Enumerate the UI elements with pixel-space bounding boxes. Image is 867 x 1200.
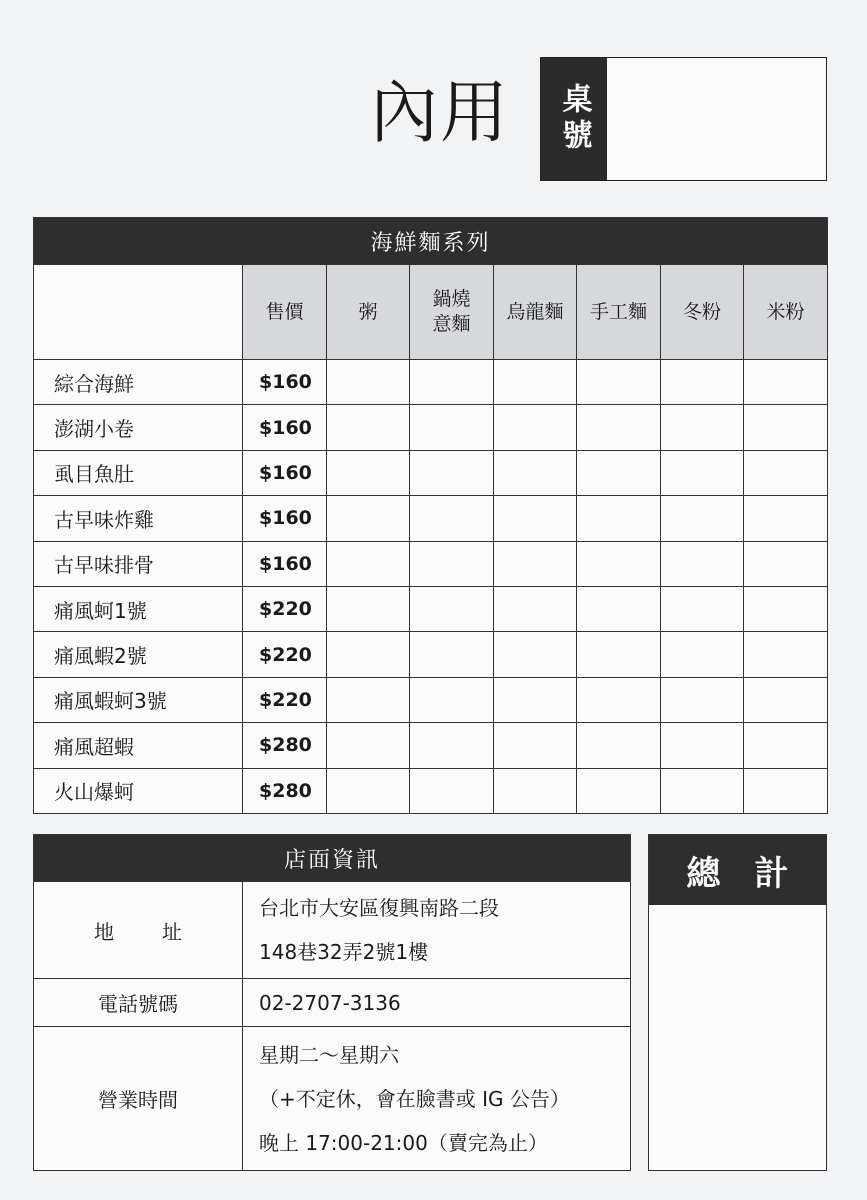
column-header: 鍋燒 意麵 <box>410 265 494 360</box>
order-qty-cell[interactable] <box>410 723 494 768</box>
table-number-label: 桌號 <box>541 58 607 180</box>
item-price: $280 <box>243 768 327 813</box>
column-header: 售價 <box>243 265 327 360</box>
store-info-table <box>33 834 631 1171</box>
order-qty-cell[interactable] <box>577 405 661 450</box>
phone-label: 電話號碼 <box>34 979 243 1027</box>
order-qty-cell[interactable] <box>661 541 744 586</box>
order-qty-cell[interactable] <box>577 768 661 813</box>
order-qty-cell[interactable] <box>327 586 410 631</box>
hours-line-3: 晚上 17:00-21:00（賣完為止） <box>259 1130 548 1155</box>
order-qty-cell[interactable] <box>577 723 661 768</box>
address-line-1: 台北市大安區復興南路二段 <box>259 896 499 920</box>
dine-in-title: 內用 <box>370 74 511 153</box>
order-qty-cell[interactable] <box>744 541 828 586</box>
order-qty-cell[interactable] <box>327 450 410 495</box>
column-header: 手工麵 <box>577 265 661 360</box>
address-label: 地址 <box>34 882 243 979</box>
order-qty-cell[interactable] <box>494 450 577 495</box>
order-qty-cell[interactable] <box>661 677 744 722</box>
item-price: $220 <box>243 632 327 677</box>
column-header: 粥 <box>327 265 410 360</box>
item-name: 痛風蚵1號 <box>34 586 243 631</box>
order-qty-cell[interactable] <box>494 632 577 677</box>
order-qty-cell[interactable] <box>577 632 661 677</box>
order-qty-cell[interactable] <box>327 723 410 768</box>
menu-row <box>34 450 828 495</box>
column-header: 米粉 <box>744 265 828 360</box>
order-qty-cell[interactable] <box>744 360 828 405</box>
order-qty-cell[interactable] <box>494 768 577 813</box>
menu-row <box>34 768 828 813</box>
order-qty-cell[interactable] <box>494 677 577 722</box>
order-qty-cell[interactable] <box>661 405 744 450</box>
order-qty-cell[interactable] <box>744 450 828 495</box>
order-qty-cell[interactable] <box>577 677 661 722</box>
order-qty-cell[interactable] <box>744 632 828 677</box>
menu-row <box>34 405 828 450</box>
menu-row <box>34 632 828 677</box>
order-qty-cell[interactable] <box>327 541 410 586</box>
item-price: $220 <box>243 677 327 722</box>
item-name: 澎湖小卷 <box>34 405 243 450</box>
menu-row <box>34 586 828 631</box>
order-qty-cell[interactable] <box>661 360 744 405</box>
order-qty-cell[interactable] <box>494 541 577 586</box>
order-qty-cell[interactable] <box>577 541 661 586</box>
item-price: $160 <box>243 541 327 586</box>
order-qty-cell[interactable] <box>494 360 577 405</box>
item-name: 古早味炸雞 <box>34 496 243 541</box>
order-qty-cell[interactable] <box>661 496 744 541</box>
order-qty-cell[interactable] <box>410 541 494 586</box>
address-value <box>243 882 631 979</box>
menu-section-title: 海鮮麵系列 <box>34 218 828 265</box>
order-qty-cell[interactable] <box>327 677 410 722</box>
hours-value <box>243 1027 631 1171</box>
order-qty-cell[interactable] <box>410 632 494 677</box>
order-qty-cell[interactable] <box>494 586 577 631</box>
order-qty-cell[interactable] <box>577 496 661 541</box>
order-qty-cell[interactable] <box>410 405 494 450</box>
item-price: $160 <box>243 360 327 405</box>
order-qty-cell[interactable] <box>744 405 828 450</box>
item-price: $160 <box>243 450 327 495</box>
order-qty-cell[interactable] <box>744 586 828 631</box>
order-qty-cell[interactable] <box>661 632 744 677</box>
menu-table <box>33 217 828 814</box>
order-qty-cell[interactable] <box>661 586 744 631</box>
order-qty-cell[interactable] <box>410 586 494 631</box>
order-qty-cell[interactable] <box>327 405 410 450</box>
order-qty-cell[interactable] <box>494 496 577 541</box>
column-header: 烏龍麵 <box>494 265 577 360</box>
order-qty-cell[interactable] <box>577 450 661 495</box>
menu-row <box>34 360 828 405</box>
order-qty-cell[interactable] <box>577 586 661 631</box>
order-qty-cell[interactable] <box>410 496 494 541</box>
item-name: 古早味排骨 <box>34 541 243 586</box>
address-line-2: 148巷32弄2號1樓 <box>259 940 429 964</box>
order-qty-cell[interactable] <box>410 450 494 495</box>
order-qty-cell[interactable] <box>410 768 494 813</box>
header-blank-cell <box>34 265 243 360</box>
item-price: $160 <box>243 405 327 450</box>
column-header: 冬粉 <box>661 265 744 360</box>
menu-row <box>34 541 828 586</box>
item-price: $220 <box>243 586 327 631</box>
order-qty-cell[interactable] <box>661 723 744 768</box>
menu-row <box>34 677 828 722</box>
item-name: 痛風超蝦 <box>34 723 243 768</box>
order-qty-cell[interactable] <box>410 360 494 405</box>
order-qty-cell[interactable] <box>744 723 828 768</box>
item-name: 痛風蝦2號 <box>34 632 243 677</box>
item-name: 火山爆蚵 <box>34 768 243 813</box>
hours-line-2: （+不定休，會在臉書或 IG 公告） <box>259 1086 570 1111</box>
item-name: 綜合海鮮 <box>34 360 243 405</box>
hours-line-1: 星期二～星期六 <box>259 1042 399 1067</box>
order-qty-cell[interactable] <box>744 496 828 541</box>
store-info-title: 店面資訊 <box>34 835 631 882</box>
order-qty-cell[interactable] <box>327 496 410 541</box>
order-qty-cell[interactable] <box>744 677 828 722</box>
hours-label: 營業時間 <box>34 1027 243 1171</box>
menu-row <box>34 723 828 768</box>
order-qty-cell[interactable] <box>327 360 410 405</box>
order-qty-cell[interactable] <box>327 768 410 813</box>
order-qty-cell[interactable] <box>661 450 744 495</box>
order-qty-cell[interactable] <box>661 768 744 813</box>
order-qty-cell[interactable] <box>494 405 577 450</box>
total-box[interactable] <box>648 834 827 1171</box>
menu-row <box>34 496 828 541</box>
order-qty-cell[interactable] <box>577 360 661 405</box>
item-price: $280 <box>243 723 327 768</box>
total-label: 總計 <box>649 835 826 905</box>
item-name: 虱目魚肚 <box>34 450 243 495</box>
order-qty-cell[interactable] <box>410 677 494 722</box>
order-qty-cell[interactable] <box>327 632 410 677</box>
order-qty-cell[interactable] <box>744 768 828 813</box>
item-price: $160 <box>243 496 327 541</box>
table-number-box[interactable] <box>540 57 827 181</box>
phone-value: 02-2707-3136 <box>243 979 631 1027</box>
order-qty-cell[interactable] <box>494 723 577 768</box>
item-name: 痛風蝦蚵3號 <box>34 677 243 722</box>
